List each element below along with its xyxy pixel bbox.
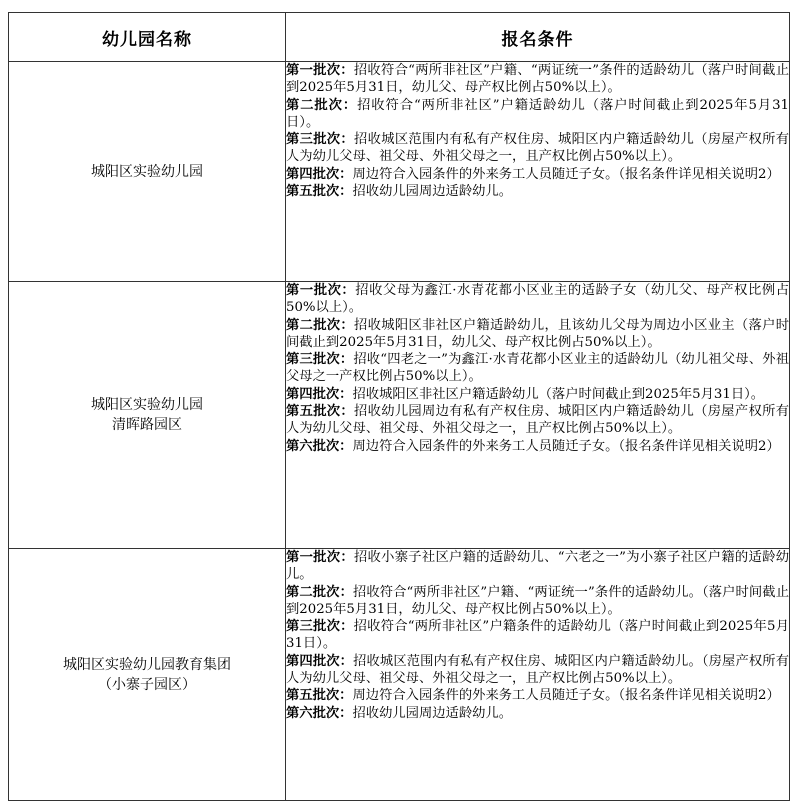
batch-item: [286, 351, 789, 386]
batch-item: [286, 687, 789, 704]
batch-text: 招收符合“两所非社区”户籍条件的适龄幼儿（落户时间截止到2025年5月31日）。: [286, 619, 789, 652]
batch-label: 第三批次：: [286, 132, 355, 148]
batch-label: 第五批次：: [286, 688, 353, 704]
batch-item: [286, 62, 789, 97]
conditions-cell: [286, 62, 790, 282]
batch-label: 第四批次：: [286, 386, 353, 402]
batch-item: [286, 97, 789, 132]
batch-text: 招收符合“两所非社区”户籍适龄幼儿（落户时间截止到2025年5月31日）。: [286, 97, 789, 130]
batch-text: 招收城阳区非社区户籍适龄幼儿（落户时间截止到2025年5月31日）。: [352, 386, 765, 402]
batch-text: 招收幼儿园周边有私有产权住房、城阳区内户籍适龄幼儿（房屋产权所有人为幼儿父母、祖父母、外祖父母之一，且产权比例占50%以上）。: [286, 404, 790, 437]
batch-label: 第四批次：: [286, 166, 353, 182]
header-row: [9, 13, 790, 62]
batch-text: 周边符合入园条件的外来务工人员随迁子女。（报名条件详见相关说明2）: [352, 166, 780, 182]
batch-text: 招收城阳区非社区户籍适龄幼儿，且该幼儿父母为周边小区业主（落户时间截止到2025年5月31日，幼儿父、母产权比例占50%以上）。: [286, 317, 790, 350]
table-row: [9, 549, 790, 801]
conditions-cell: [286, 549, 790, 801]
batch-label: 第三批次：: [286, 352, 354, 368]
batch-item: [286, 183, 789, 200]
batch-label: 第二批次：: [286, 97, 358, 113]
batch-text: 周边符合入园条件的外来务工人员随迁子女。（报名条件详见相关说明2）: [352, 688, 780, 704]
batch-item: [286, 131, 789, 166]
batch-item: [286, 549, 789, 584]
batch-item: [286, 705, 789, 722]
batch-label: 第五批次：: [286, 404, 355, 420]
kindergarten-campus: （小寨子园区）: [98, 676, 196, 693]
kindergarten-name: 城阳区实验幼儿园: [91, 163, 203, 180]
header-kindergarten-name: 幼儿园名称: [9, 13, 286, 62]
batch-label: 第三批次：: [286, 619, 354, 635]
batch-item: [286, 584, 789, 619]
batch-label: 第四批次：: [286, 653, 354, 669]
batch-item: [286, 166, 789, 183]
kindergarten-name-cell: [9, 549, 286, 801]
enrollment-table: [8, 12, 790, 801]
batch-item: [286, 317, 789, 352]
batch-item: [286, 386, 789, 403]
batch-label: 第五批次：: [286, 184, 353, 200]
batch-item: [286, 653, 789, 688]
kindergarten-name-cell: [9, 282, 286, 549]
batch-text: 招收幼儿园周边适龄幼儿。: [352, 184, 513, 200]
batch-text: 招收幼儿园周边适龄幼儿。: [352, 705, 513, 721]
batch-text: 招收城区范围内有私有产权住房、城阳区内户籍适龄幼儿。（房屋产权所有人为幼儿父母、祖父母、外祖父母之一，且产权比例占50%以上）。: [286, 653, 789, 687]
kindergarten-name: 城阳区实验幼儿园教育集团: [63, 656, 231, 673]
batch-label: 第二批次：: [286, 317, 355, 333]
kindergarten-name: 城阳区实验幼儿园: [91, 397, 203, 413]
batch-text: 招收符合“两所非社区”户籍、“两证统一”条件的适龄幼儿（落户时间截止到2025年5月31日，幼儿父、母产权比例占50%以上）。: [286, 63, 789, 96]
batch-item: [286, 282, 789, 317]
batch-item: [286, 403, 789, 438]
batch-item: [286, 618, 789, 653]
batch-label: 第六批次：: [286, 438, 353, 454]
batch-text: 招收城区范围内有私有产权住房、城阳区内户籍适龄幼儿（房屋产权所有人为幼儿父母、祖父母、外祖父母之一，且产权比例占50%以上）。: [286, 132, 790, 165]
batch-label: 第一批次：: [286, 283, 356, 298]
batch-label: 第二批次：: [286, 584, 353, 600]
batch-text: 招收小寨子社区户籍的适龄幼儿、“六老之一”为小寨子社区户籍的适龄幼儿。: [286, 550, 789, 583]
table-row: [9, 62, 790, 282]
conditions-cell: [286, 282, 790, 549]
header-enrollment-conditions: 报名条件: [286, 13, 790, 62]
batch-label: 第一批次：: [286, 550, 354, 565]
batch-text: 招收父母为鑫江·水青花都小区业主的适龄子女（幼儿父、母产权比例占50%以上）。: [286, 283, 789, 316]
kindergarten-campus: 清晖路园区: [112, 417, 182, 433]
batch-text: 周边符合入园条件的外来务工人员随迁子女。（报名条件详见相关说明2）: [352, 438, 780, 454]
batch-text: 招收“四老之一”为鑫江·水青花都小区业主的适龄幼儿（幼儿祖父母、外祖父母之一产权比例占50%以上）。: [286, 352, 789, 385]
batch-label: 第六批次：: [286, 705, 353, 721]
kindergarten-name-cell: [9, 62, 286, 282]
table-row: [9, 282, 790, 549]
batch-item: [286, 438, 789, 455]
batch-text: 招收符合“两所非社区”户籍、“两证统一”条件的适龄幼儿。（落户时间截止到2025年5月31日，幼儿父、母产权比例占50%以上）。: [286, 584, 789, 617]
batch-label: 第一批次：: [286, 63, 354, 78]
